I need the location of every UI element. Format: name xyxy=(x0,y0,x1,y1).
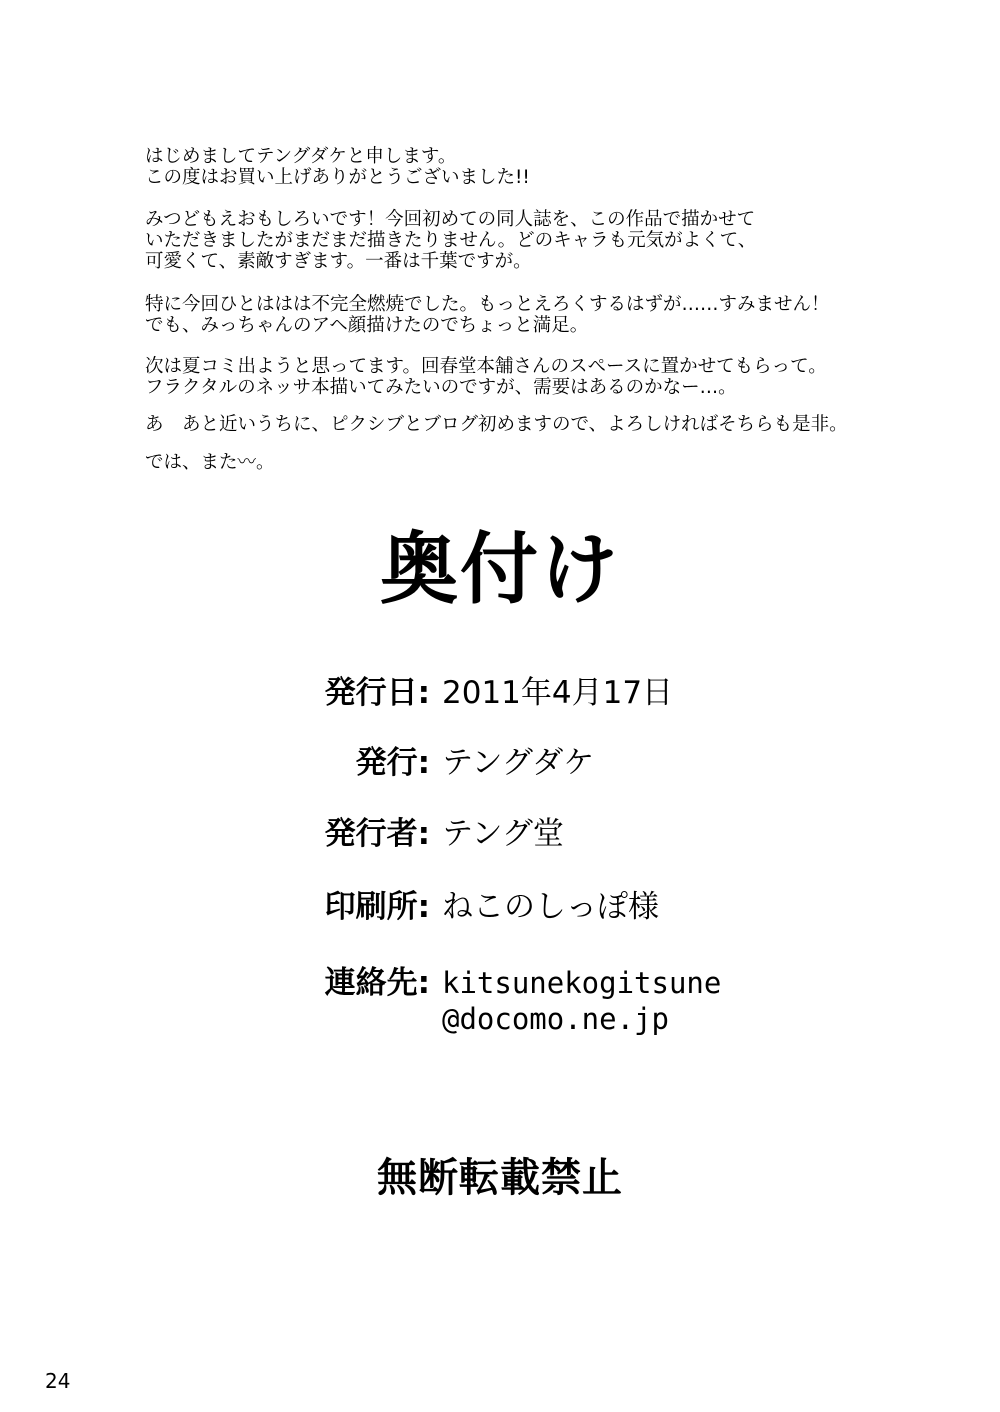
afterword-line: 特に今回ひとははは不完全燃焼でした。もっとえろくするはずが……すみません！ xyxy=(145,294,830,315)
printer-row xyxy=(0,882,1000,932)
issuer-label: 発行者: xyxy=(324,816,430,852)
afterword-paragraph xyxy=(145,452,905,473)
afterword-line: では、また〰。 xyxy=(145,452,275,473)
afterword-line: この度はお買い上げありがとうございました!! xyxy=(145,167,530,188)
afterword-paragraph xyxy=(145,294,905,336)
issue-date-label: 発行日: xyxy=(324,675,430,711)
publisher-value: テングダケ xyxy=(442,745,595,781)
printer-value: ねこのしっぽ様 xyxy=(442,889,659,925)
colophon-title: 奥付け xyxy=(379,525,620,615)
afterword-line: はじめましてテングダケと申します。 xyxy=(145,146,457,167)
publisher-row xyxy=(0,738,1000,788)
issuer-row xyxy=(0,809,1000,859)
issue-date-value: 2011年4月17日 xyxy=(442,675,674,711)
publisher-label: 発行: xyxy=(355,745,430,781)
afterword-paragraph xyxy=(145,356,905,398)
contact-row xyxy=(0,958,1000,1038)
afterword-line: あ あと近いうちに、ピクシブとブログ初めますので、よろしければそちらも是非。 xyxy=(145,414,848,435)
afterword-line: 次は夏コミ出ようと思ってます。回春堂本舗さんのスペースに置かせてもらって。 xyxy=(145,356,827,377)
issue-date-row xyxy=(0,668,1000,718)
contact-email-domain: @docomo.ne.jp xyxy=(442,1002,669,1036)
issuer-value: テング堂 xyxy=(442,816,564,852)
afterword-paragraph xyxy=(145,146,905,188)
no-reproduction-notice: 無断転載禁止 xyxy=(377,1155,623,1201)
afterword-text xyxy=(145,146,905,473)
printer-label: 印刷所: xyxy=(324,889,430,925)
contact-email-user: kitsunekogitsune xyxy=(442,966,722,1000)
afterword-line: でも、みっちゃんのアヘ顔描けたのでちょっと満足。 xyxy=(145,315,589,336)
afterword-line: みつどもえおもしろいです！今回初めての同人誌を、この作品で描かせて xyxy=(145,209,756,230)
afterword-line: 可愛くて、素敵すぎます。一番は千葉ですが。 xyxy=(145,251,532,272)
afterword-paragraph xyxy=(145,209,905,272)
contact-label: 連絡先: xyxy=(324,965,430,1001)
afterword-paragraph xyxy=(145,414,905,435)
contact-value xyxy=(442,965,721,1037)
page-number: 24 xyxy=(45,1369,71,1393)
afterword-line: いただきましたがまだまだ描きたりません。どのキャラも元気がよくて、 xyxy=(145,230,757,251)
afterword-line: フラクタルのネッサ本描いてみたいのですが、需要はあるのかなー…。 xyxy=(145,377,737,398)
